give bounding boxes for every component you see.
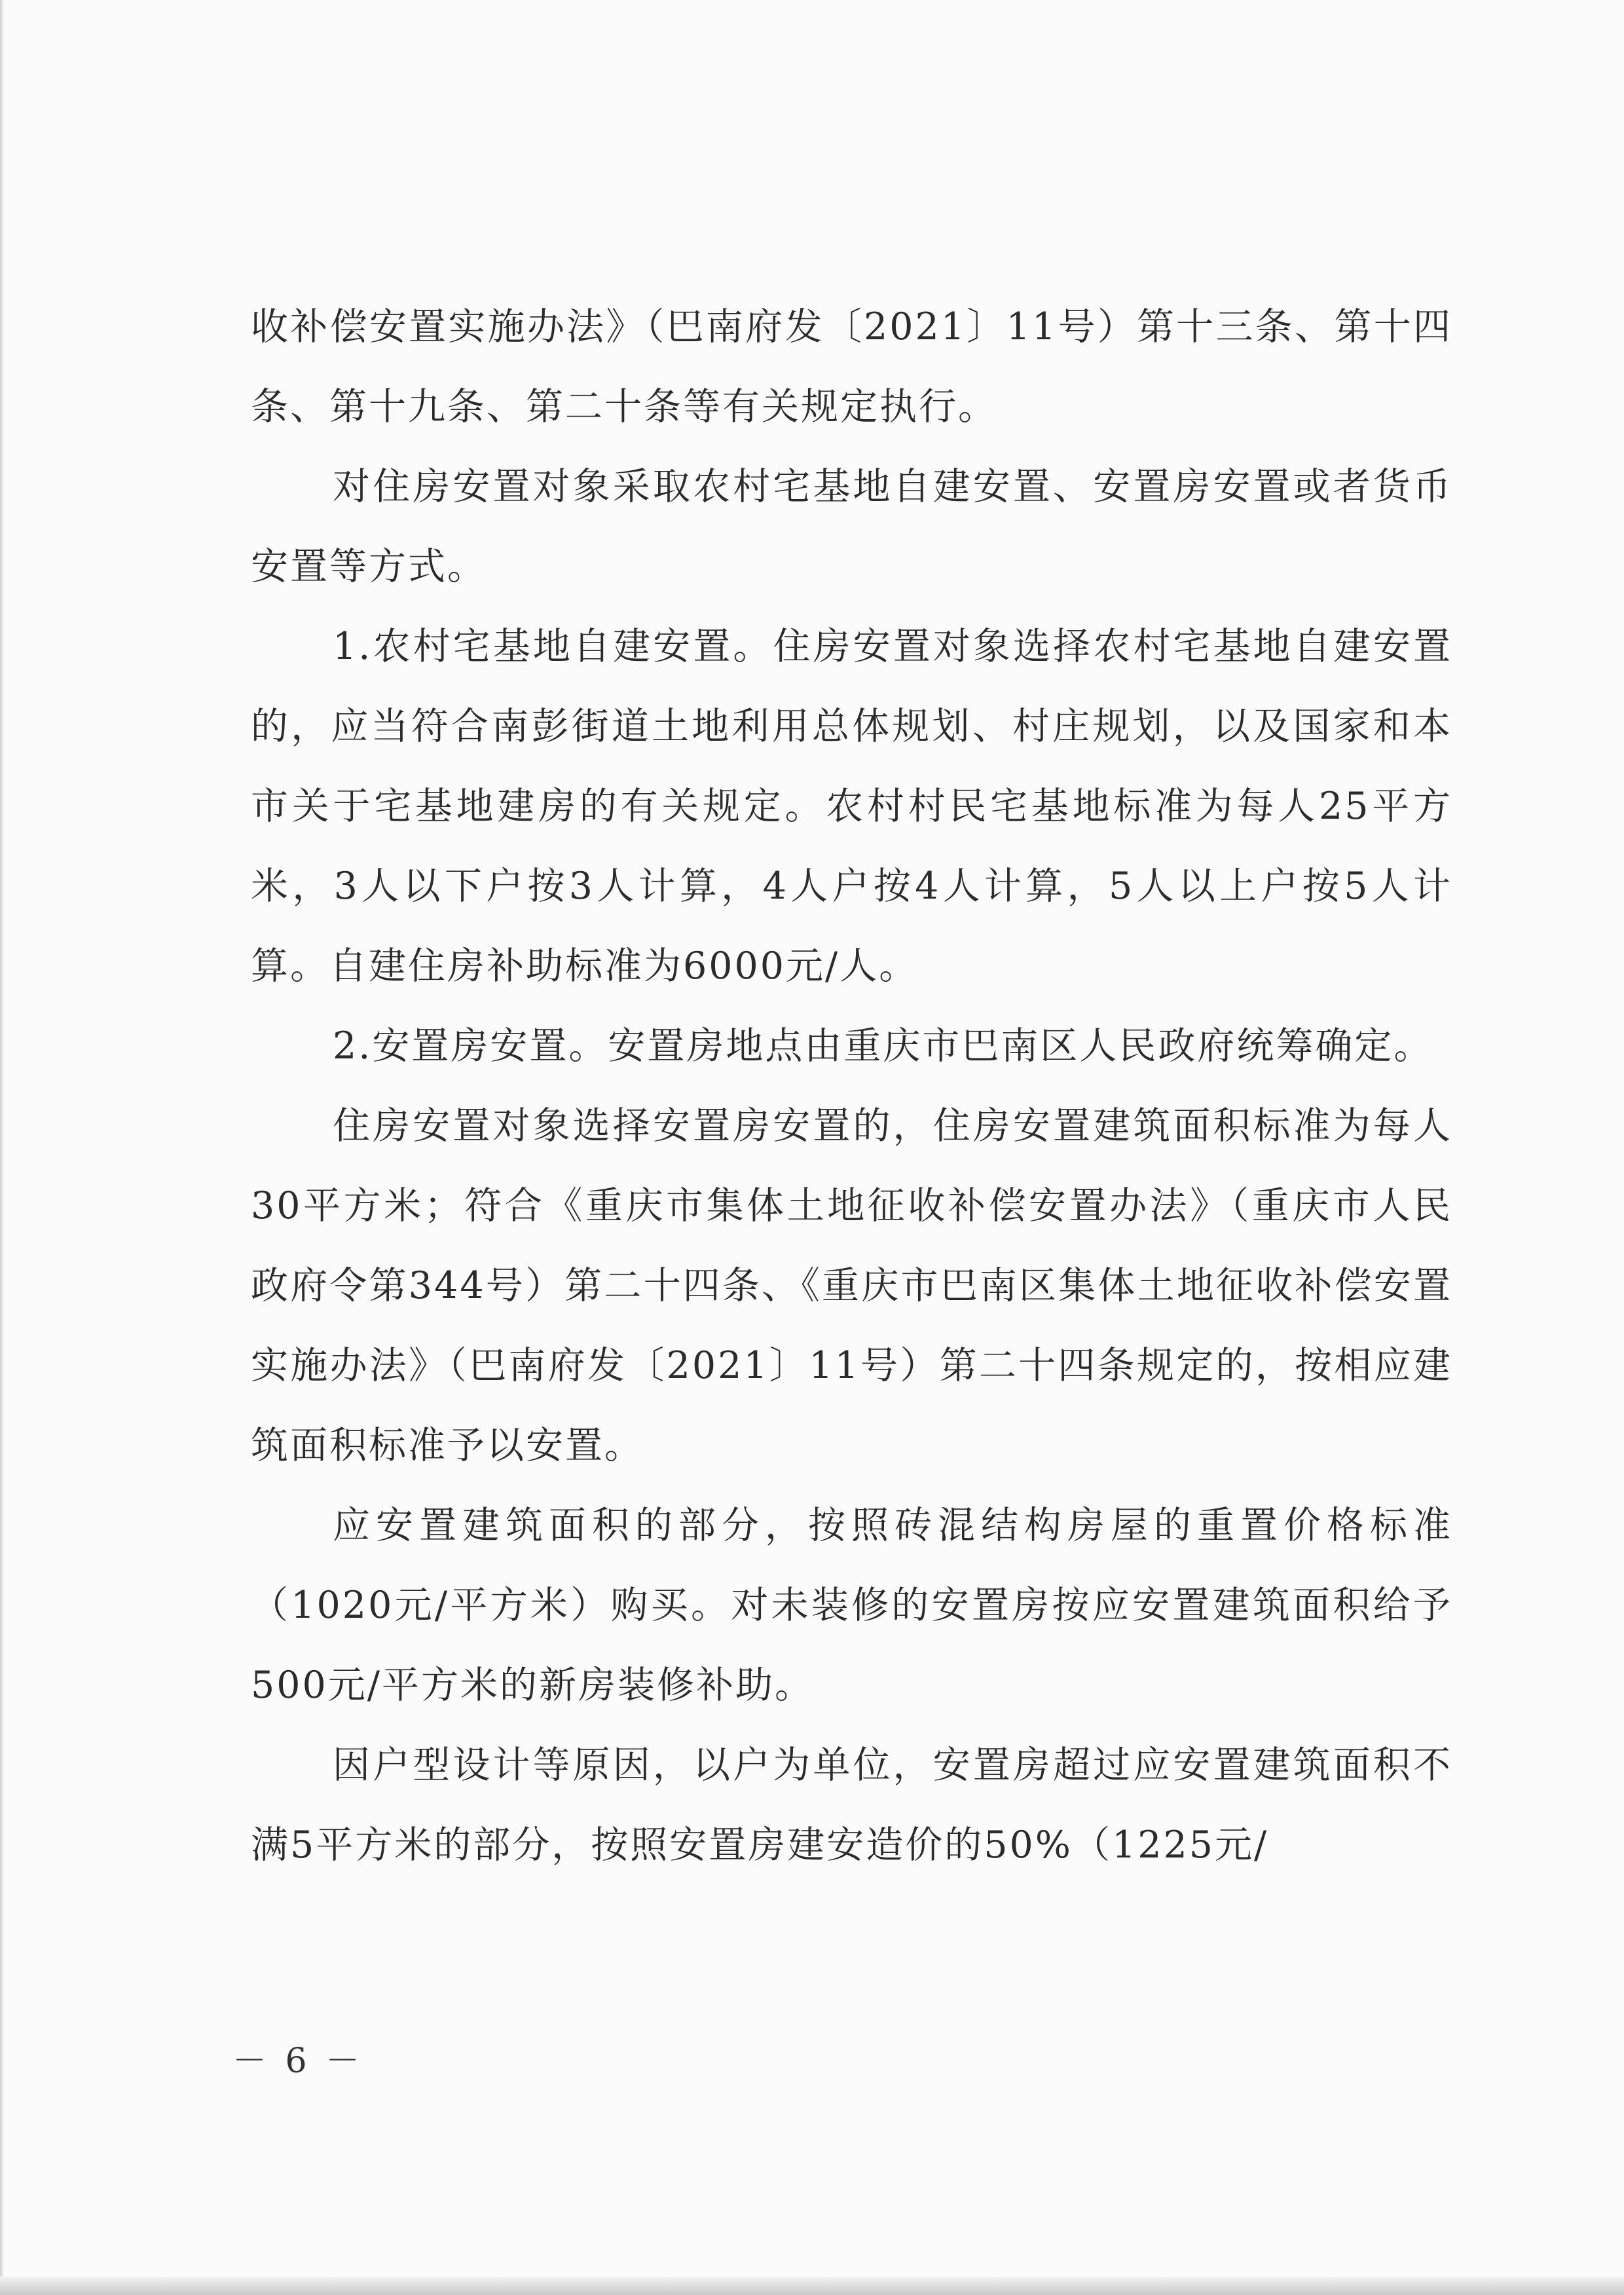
- document-body: [251, 287, 1452, 1885]
- paragraph-excess-area: 因户型设计等原因，以户为单位，安置房超过应安置建筑面积不满5平方米的部分，按照安置房建安造价的50%（1225元/: [251, 1744, 1452, 1867]
- scan-bottom-edge: [0, 2277, 1624, 2295]
- paragraph-area-standard: 住房安置对象选择安置房安置的，住房安置建筑面积标准为每人30平方米；符合《重庆市集体土地征收补偿安置办法》（重庆市人民政府令第344号）第二十四条、《重庆市巴南区集体土地征收补偿安置实施办法》（巴南府发〔2021〕11号）第二十四条规定的，按相应建筑面积标准予以安置。: [251, 1104, 1452, 1467]
- paragraph-resettlement-housing: 2.安置房安置。安置房地点由重庆市巴南区人民政府统筹确定。: [333, 1024, 1433, 1068]
- paragraph-housing-methods: 对住房安置对象采取农村宅基地自建安置、安置房安置或者货币安置等方式。: [251, 465, 1452, 588]
- page-number: － 6 －: [232, 2042, 364, 2081]
- paragraph-purchase-price: 应安置建筑面积的部分，按照砖混结构房屋的重置价格标准（1020元/平方米）购买。对未装修的安置房按应安置建筑面积给予500元/平方米的新房装修补助。: [251, 1504, 1452, 1707]
- paragraph-continuation: 收补偿安置实施办法》（巴南府发〔2021〕11号）第十三条、第十四条、第十九条、第二十条等有关规定执行。: [251, 305, 1452, 428]
- scan-left-edge: [0, 0, 4, 2295]
- paragraph-homestead-self-build: 1.农村宅基地自建安置。住房安置对象选择农村宅基地自建安置的，应当符合南彭街道土地利用总体规划、村庄规划，以及国家和本市关于宅基地建房的有关规定。农村村民宅基地标准为每人25平方米，3人以下户按3人计算，4人户按4人计算，5人以上户按5人计算。自建住房补助标准为6000元/人。: [251, 625, 1452, 988]
